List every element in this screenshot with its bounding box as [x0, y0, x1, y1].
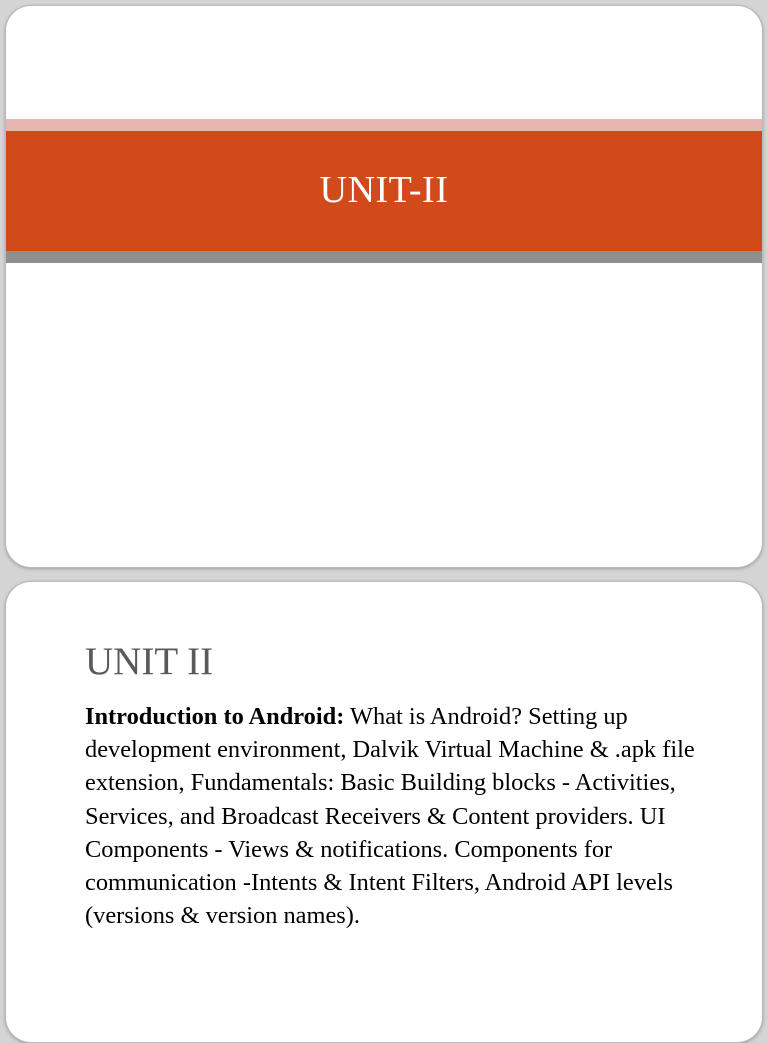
title-band-bottom-stripe [6, 251, 762, 263]
intro-text: What is Android? Setting up development environment, Dalvik Virtual Machine & .apk file extension, Fundamentals: Basic Building blocks - Activities, Services, and Broadcast Receivers & Content providers. UI Components - Views & notifications. Components for communication -Intents & Intent Filters, Android API levels (versions & version names). [85, 703, 695, 930]
title-band [6, 131, 762, 251]
slide-2-title: UNIT II [85, 640, 214, 683]
intro-label: Introduction to Android: [85, 703, 345, 730]
slide-2 [5, 581, 763, 1043]
slide-1 [5, 5, 763, 568]
title-band-top-stripe [6, 119, 762, 131]
slide-1-title: UNIT-II [319, 169, 449, 211]
slide-2-body [85, 700, 735, 932]
